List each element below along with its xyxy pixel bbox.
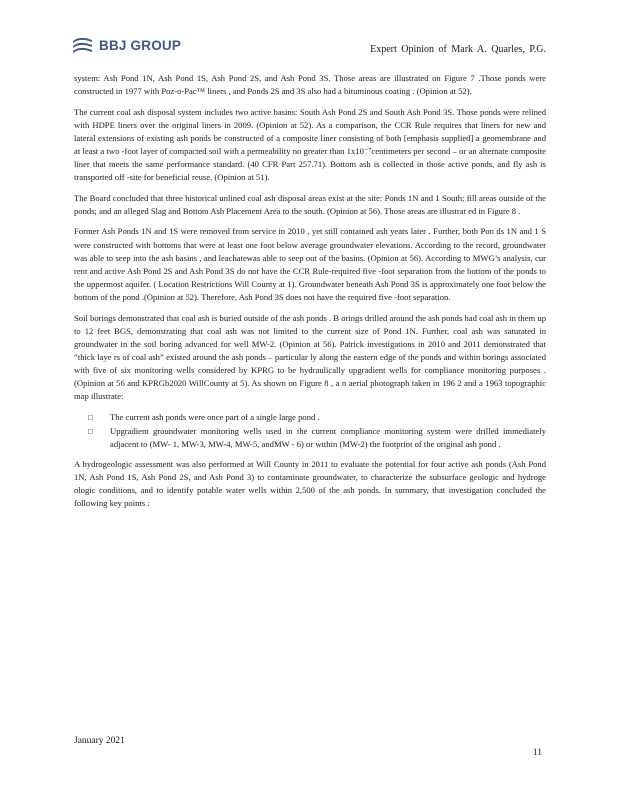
page-number: 11 [532, 748, 542, 758]
paragraph-board-conclusion: The Board concluded that three historical unlined coal ash disposal areas exist at the site: Ponds 1N and 1 South; fill areas outside of the ponds; and an alleged Slag and Bottom Ash Placement Area to the south. (Opinion at 56). Those areas are illustrat ed in Figure 8 . [74, 192, 546, 216]
logo-text: BBJ GROUP [99, 37, 182, 53]
footer-date: January 2021 [74, 736, 125, 746]
paragraph-ash-ponds-history: system: Ash Pond 1N, Ash Pond 1S, Ash Pond 2S, and Ash Pond 3S. Those areas are illustrated on Figure 7 .Those ponds were constructed in 1977 with Poz-o-Pac™ liners , and Ponds 2S and 3S also had a bituminous coating . (Opinion at 52). [74, 73, 546, 97]
paragraph-soil-borings: Soil borings demonstrated that coal ash is buried outside of the ash ponds . B orings drilled around the ash ponds had coal ash in them up to 12 feet BGS, demonstrating that coal ash was not limited to the current size of Pond 1N. Further, coal ash was saturated in groundwater in the soil boring advanced for well MW-2. (Opinion at 56). Patrick investigations in 2010 and 2011 demonstrated that “thick laye rs of coal ash” existed around the ash ponds – particular ly along the eastern edge of the ponds and within borings associated with five of six monitoring wells considered by KPRG to be hydraulically upgradient wells for compliance monitoring purposes . (Opinion at 56 and KPRGb2020 WillCounty at 5). As shown on Figure 8 , a n aerial photograph taken in 196 2 and a 1963 topographic map illustrate: [74, 312, 546, 402]
paragraph-current-disposal-system: The current coal ash disposal system includes two active basins: South Ash Pond 2S and South Ash Pond 3S. Those ponds were relined with HDPE liners over the original liners in 2009. (Opinion at 52). As a comparison, the CCR Rule requires that liners for new and lateral extensions of existing ash ponds be constructed of a composite liner consisting of both [emphasis supplied] a geomembrane and at least a two -foot layer of compacted soil with a permeability no greater than 1x10⁻⁷centimeters per second – or an alternate composite liner that meets the same performance standard. (40 CFR Part 257.71). Bottom ash is collected in those active ponds, and fly ash is transported off -site for beneficial reuse. (Opinion at 51). [74, 106, 546, 183]
list-item [74, 411, 546, 424]
list-item-text: The current ash ponds were once part of a single large pond . [110, 411, 320, 422]
box-bullet-icon: □ [88, 412, 93, 422]
list-item [74, 425, 546, 451]
paragraph-hydrogeologic-assessment: A hydrogeologic assessment was also performed at Will County in 2011 to evaluate the potential for four active ash ponds (Ash Pond 1N, Ash Pond 1S, Ash Pond 2S, and Ash Pond 3) to contaminate groundwater, to characterize the subsurface geologic and hydroge ologic conditions, and to identify potable water wells within 2,500 of the ash ponds. In summary, that investigation concluded the following key points : [74, 458, 546, 509]
bullet-list [74, 411, 546, 451]
document-body [74, 72, 546, 518]
box-bullet-icon: □ [88, 426, 93, 436]
document-header-title: Expert Opinion of Mark A. Quarles, P.G. [370, 44, 546, 55]
company-logo [72, 36, 181, 54]
list-item-text: Upgradient groundwater monitoring wells used in the current compliance monitoring system were drilled immediately adjacent to (MW- 1, MW-3, MW-4, MW-5, andMW - 6) or within (MW-2) the footprint of the original ash pond . [110, 425, 546, 449]
paragraph-former-ponds: Former Ash Ponds 1N and 1S were removed from service in 2010 , yet still contained ash years later . Further, both Pon ds 1N and 1 S were constructed with bottoms that were at least one foot below average groundwater elevations. According to the record, groundwater was able to seep into the ash basins , and leachatewas able to seep out of the basins. (Opinion at 56). According to MWG’s analysis, cur rent and active Ash Pond 2S and Ash Pond 3S do not have the CCR Rule-required five -foot separation from the bottom of the ponds to the uppermost aquifer. ( Location Restrictions Will County at 1). Groundwater beneath Ash Pond 3S is approximately one foot below the bottom of the pond .(Opinion at 52). Therefore, Ash Pond 3S does not have the required five -foot separation. [74, 226, 546, 302]
bbj-wave-logo-icon [72, 36, 94, 54]
